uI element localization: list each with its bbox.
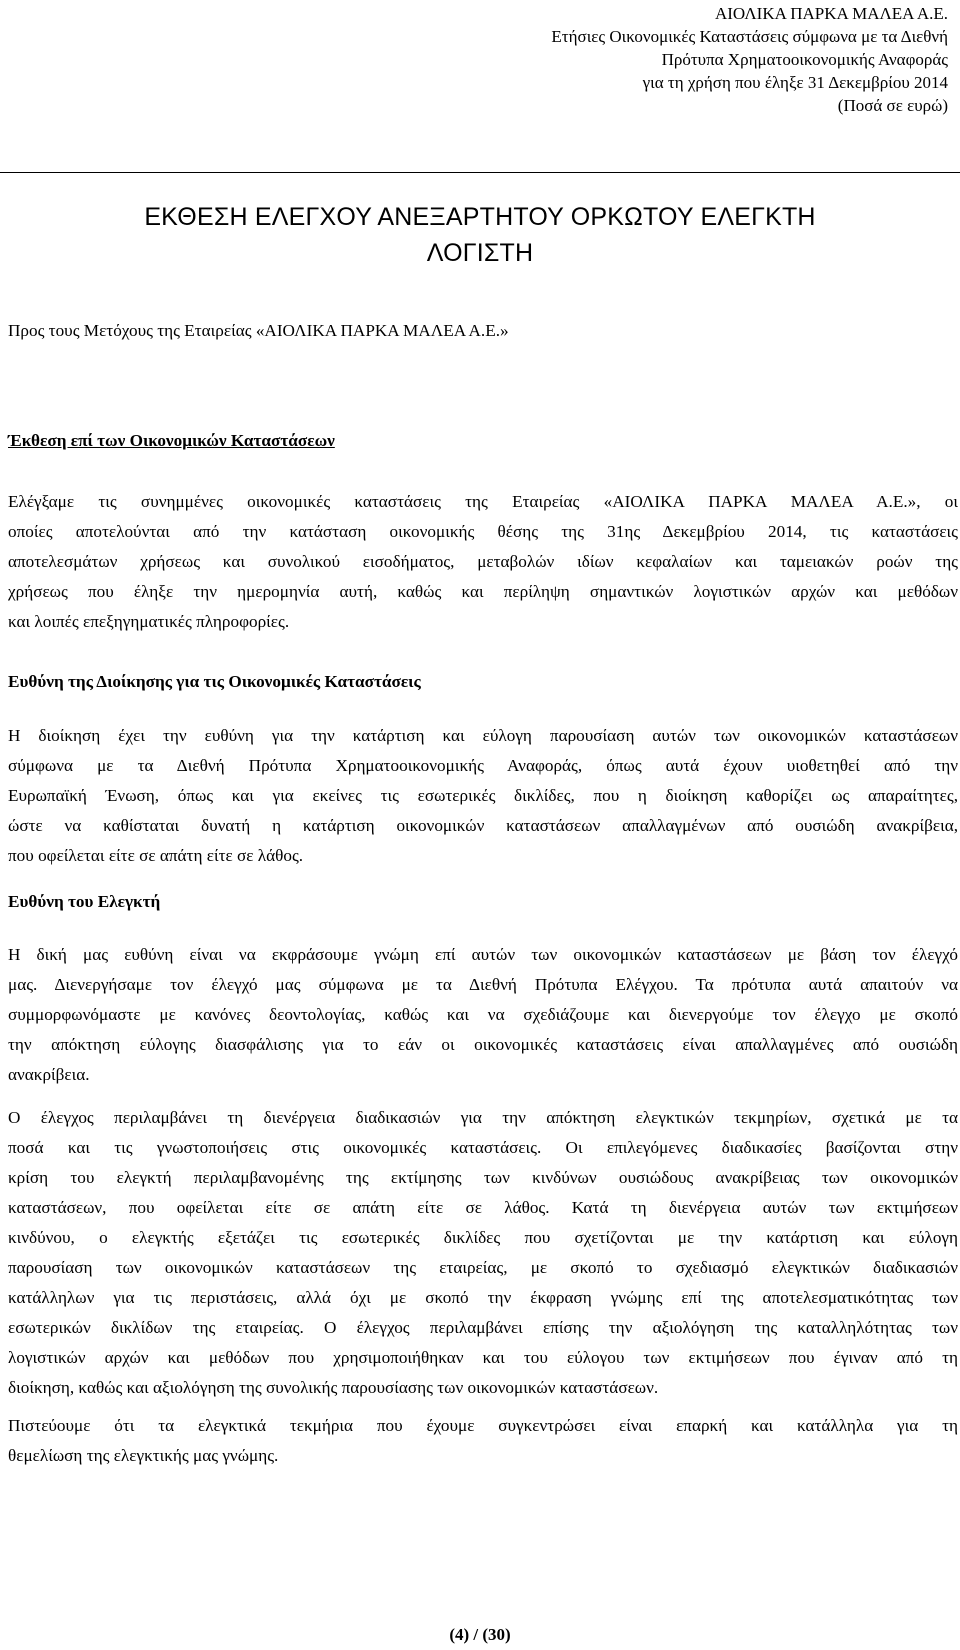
auditor-p2-line-5: κινδύνου, ο ελεγκτής εξετάζει τις εσωτερικές δικλίδες που σχετίζονται με την κατάρτιση και εύλογη — [8, 1228, 958, 1247]
addressee-text: Προς τους Μετόχους της Εταιρείας «ΑΙΟΛΙΚΑ ΠΑΡΚΑ ΜΑΛΕΑ Α.Ε.» — [8, 321, 509, 340]
report-title-line-2: ΛΟΓΙΣΤΗ — [426, 239, 534, 267]
intro-line-4: χρήσεως που έληξε την ημερομηνία αυτή, καθώς και περίληψη σημαντικών λογιστικών αρχών και μεθόδων — [8, 582, 958, 601]
management-heading-text: Ευθύνη της Διοίκησης για τις Οικονομικές Καταστάσεις — [8, 672, 421, 691]
financial-statements-heading — [8, 426, 958, 456]
management-line-3: Ευρωπαϊκή Ένωση, όπως και για εκείνες τις εσωτερικές δικλίδες, που η διοίκηση καθορίζει ως απαραίτητες, — [8, 786, 958, 805]
header-currency: (Ποσά σε ευρώ) — [837, 96, 948, 115]
intro-line-1: Ελέγξαμε τις συνημμένες οικονομικές καταστάσεις της Εταιρείας «ΑΙΟΛΙΚΑ ΠΑΡΚΑ ΜΑΛΕΑ Α.Ε.», οι — [8, 492, 958, 511]
auditor-heading-text: Ευθύνη του Ελεγκτή — [8, 892, 161, 911]
auditor-heading — [8, 887, 958, 917]
auditor-p3-line-1: Πιστεύουμε ότι τα ελεγκτικά τεκμήρια που έχουμε συγκεντρώσει είναι επαρκή και κατάλληλα για τη — [8, 1416, 958, 1435]
auditor-p1-line-4: την απόκτηση εύλογης διασφάλισης για το εάν οι οικονομικές καταστάσεις είναι απαλλαγμένες από ουσιώδη — [8, 1035, 958, 1054]
header-statement-title: Ετήσιες Οικονομικές Καταστάσεις σύμφωνα με τα Διεθνή — [551, 27, 948, 46]
auditor-p1-line-2: μας. Διενεργήσαμε τον έλεγχό μας σύμφωνα με τα Διεθνή Πρότυπα Ελέγχου. Τα πρότυπα αυτά απαιτούν να — [8, 975, 958, 994]
intro-paragraph — [8, 487, 958, 637]
header-divider — [0, 172, 960, 173]
auditor-p2-line-7: κατάλληλων για τις περιστάσεις, αλλά όχι με σκοπό την έκφραση γνώμης επί της αποτελεσματικότητας των — [8, 1288, 958, 1307]
auditor-p3-line-2: θεμελίωση της ελεγκτικής μας γνώμης. — [8, 1446, 279, 1465]
intro-line-2: οποίες αποτελούνται από την κατάσταση οικονομικής θέσης της 31ης Δεκεμβρίου 2014, τις καταστάσεις — [8, 522, 958, 541]
auditor-paragraph-3 — [8, 1411, 958, 1471]
addressee — [8, 316, 958, 346]
auditor-p2-line-8: εσωτερικών δικλίδων της εταιρείας. Ο έλεγχος περιλαμβάνει επίσης την αξιολόγηση της καταλληλότητας των — [8, 1318, 958, 1337]
auditor-p2-line-10: διοίκηση, καθώς και αξιολόγηση της συνολικής παρουσίασης των οικονομικών καταστάσεων. — [8, 1378, 659, 1397]
auditor-p1-line-5: ανακρίβεια. — [8, 1065, 90, 1084]
intro-line-3: αποτελεσμάτων χρήσεως και συνολικού εισοδήματος, μεταβολών ιδίων κεφαλαίων και ταμειακών ροών της — [8, 552, 958, 571]
auditor-p2-line-6: παρουσίαση των οικονομικών καταστάσεων της εταιρείας, με σκοπό το σχεδιασμό ελεγκτικών διαδικασιών — [8, 1258, 958, 1277]
intro-line-5: και λοιπές επεξηγηματικές πληροφορίες. — [8, 612, 290, 631]
page-header — [551, 2, 948, 117]
auditor-paragraph-2 — [8, 1103, 958, 1403]
header-period: για τη χρήση που έληξε 31 Δεκεμβρίου 2014 — [642, 73, 948, 92]
management-line-1: Η διοίκηση έχει την ευθύνη για την κατάρτιση και εύλογη παρουσίαση αυτών των οικονομικών καταστάσεων — [8, 726, 958, 745]
management-heading — [8, 667, 958, 697]
header-company-name: ΑΙΟΛΙΚΑ ΠΑΡΚΑ ΜΑΛΕΑ Α.Ε. — [714, 4, 948, 23]
report-title — [0, 199, 960, 271]
auditor-paragraph-1 — [8, 940, 958, 1090]
auditor-p1-line-3: συμμορφωνόμαστε με κανόνες δεοντολογίας, καθώς και να σχεδιάζουμε και διενεργούμε τον έλεγχο με σκοπό — [8, 1005, 958, 1024]
auditor-p2-line-1: Ο έλεγχος περιλαμβάνει τη διενέργεια διαδικασιών για την απόκτηση ελεγκτικών τεκμηρίων, σχετικά με τα — [8, 1108, 958, 1127]
auditor-p2-line-4: καταστάσεων, που οφείλεται είτε σε απάτη είτε σε λάθος. Κατά τη διενέργεια αυτών των εκτιμήσεων — [8, 1198, 958, 1217]
auditor-p2-line-2: ποσά και τις γνωστοποιήσεις στις οικονομικές καταστάσεις. Οι επιλεγόμενες διαδικασίες βασίζονται στην — [8, 1138, 958, 1157]
header-standards: Πρότυπα Χρηματοοικονομικής Αναφοράς — [661, 50, 948, 69]
auditor-p1-line-1: Η δική μας ευθύνη είναι να εκφράσουμε γνώμη επί αυτών των οικονομικών καταστάσεων με βάση τον έλεγχό — [8, 945, 958, 964]
management-paragraph — [8, 721, 958, 871]
management-line-2: σύμφωνα με τα Διεθνή Πρότυπα Χρηματοοικονομικής Αναφοράς, όπως αυτά έχουν υιοθετηθεί από την — [8, 756, 958, 775]
auditor-p2-line-9: λογιστικών αρχών και μεθόδων που χρησιμοποιήθηκαν και του εύλογου των εκτιμήσεων που έγιναν από τη — [8, 1348, 958, 1367]
auditor-p2-line-3: κρίση του ελεγκτή περιλαμβανομένης της εκτίμησης των κινδύνων ουσιώδους ανακρίβειας των οικονομικών — [8, 1168, 958, 1187]
financial-statements-heading-text: Έκθεση επί των Οικονομικών Καταστάσεων — [8, 431, 335, 450]
report-title-line-1: ΕΚΘΕΣΗ ΕΛΕΓΧΟΥ ΑΝΕΞΑΡΤΗΤΟΥ ΟΡΚΩΤΟΥ ΕΛΕΓΚΤΗ — [144, 203, 816, 231]
management-line-5: που οφείλεται είτε σε απάτη είτε σε λάθος. — [8, 846, 304, 865]
management-line-4: ώστε να καθίσταται δυνατή η κατάρτιση οικονομικών καταστάσεων απαλλαγμένων από ουσιώδη ανακρίβεια, — [8, 816, 958, 835]
page-number: (4) / (30) — [449, 1625, 511, 1644]
